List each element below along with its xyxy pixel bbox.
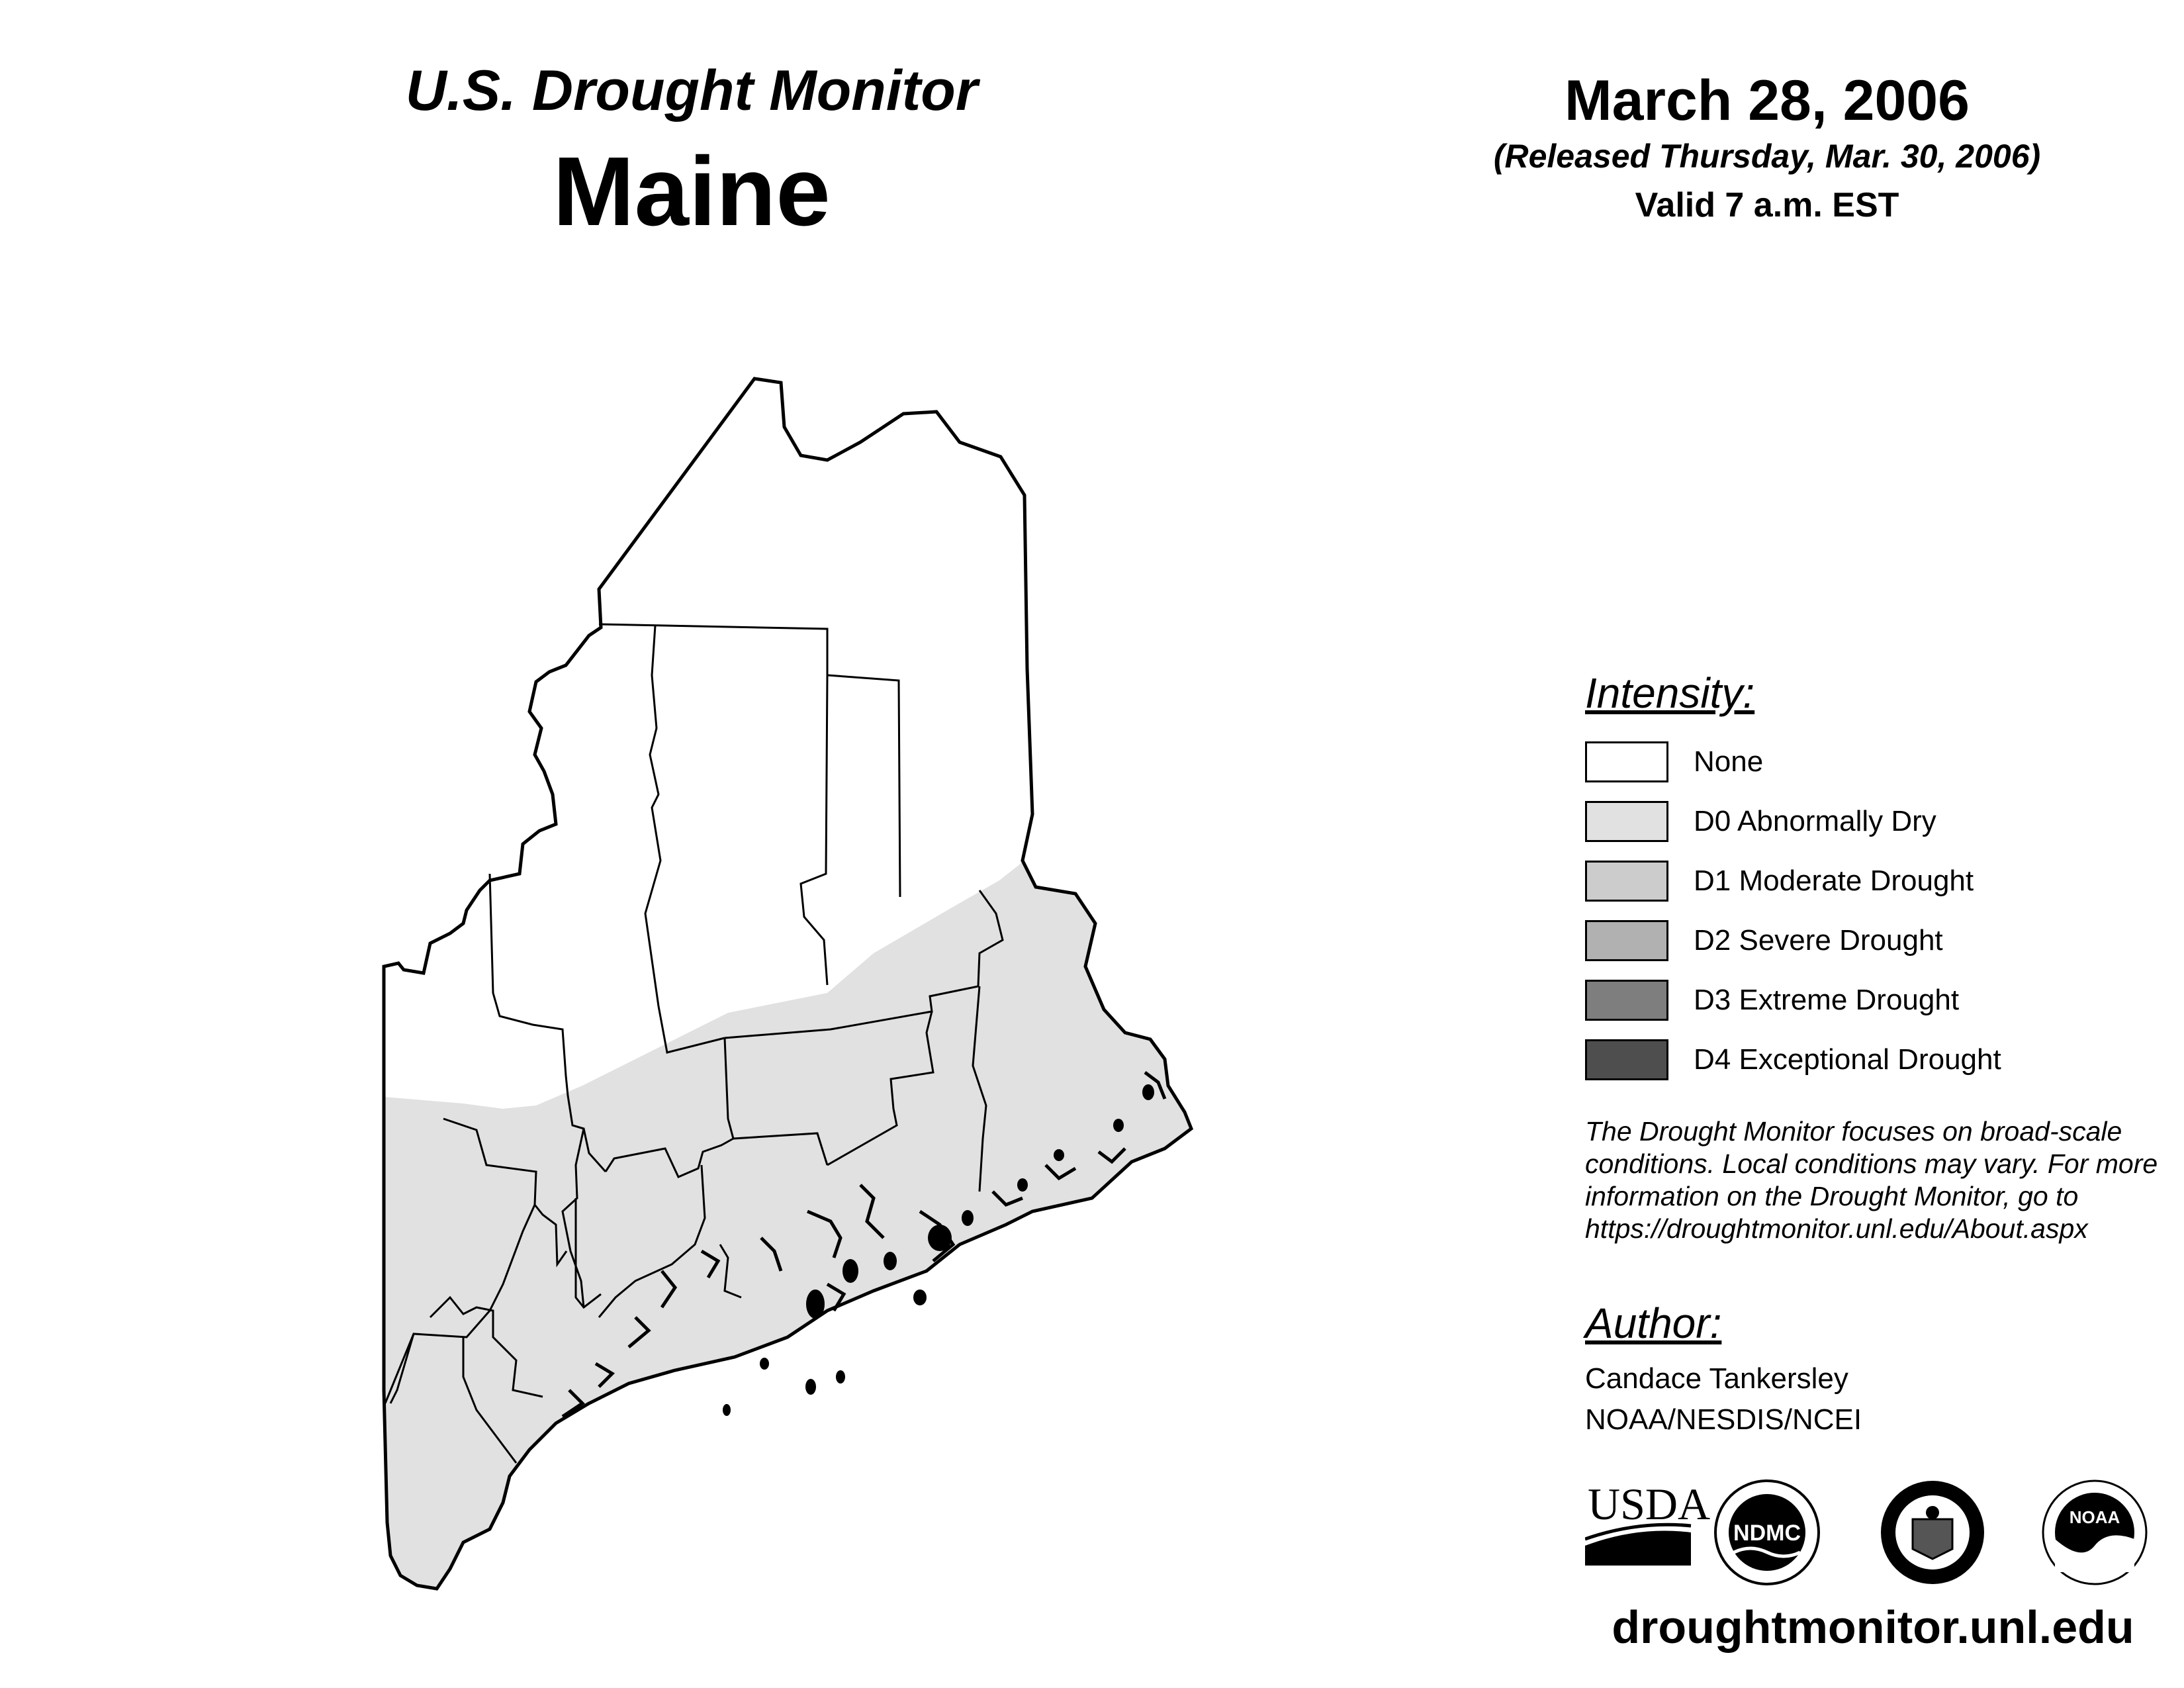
ndmc-logo xyxy=(1715,1481,1819,1584)
release-date: (Released Thursday, Mar. 30, 2006) xyxy=(1493,138,2041,175)
legend-label: D2 Severe Drought xyxy=(1694,924,1943,957)
noaa-logo-text: NOAA xyxy=(2069,1507,2120,1527)
note-line: https://droughtmonitor.unl.edu/About.aspx xyxy=(1585,1213,2088,1244)
legend-swatch xyxy=(1585,920,1668,961)
legend-label: D1 Moderate Drought xyxy=(1694,865,1974,897)
legend-label: D0 Abnormally Dry xyxy=(1694,805,1936,837)
author-title: Author: xyxy=(1585,1299,1722,1347)
author-org: NOAA/NESDIS/NCEI xyxy=(1585,1403,1862,1436)
note-line: The Drought Monitor focuses on broad-scale xyxy=(1585,1116,2122,1147)
legend-swatch xyxy=(1585,1039,1668,1080)
legend-swatch xyxy=(1585,801,1668,842)
legend-item xyxy=(1585,859,1974,903)
author-name: Candace Tankersley xyxy=(1585,1362,1848,1395)
legend-swatch xyxy=(1585,980,1668,1021)
ndmc-logo-text: NDMC xyxy=(1733,1521,1801,1546)
usda-logo xyxy=(1585,1479,1710,1566)
legend-label: None xyxy=(1694,745,1764,778)
legend-title: Intensity: xyxy=(1585,669,1755,717)
noaa-logo xyxy=(2043,1481,2146,1584)
commerce-seal xyxy=(1881,1481,1984,1584)
legend-item xyxy=(1585,1038,2001,1082)
usda-logo-text: USDA xyxy=(1588,1479,1711,1529)
legend-item xyxy=(1585,919,1943,962)
legend-item xyxy=(1585,740,1763,784)
legend-label: D4 Exceptional Drought xyxy=(1694,1043,2001,1076)
website-url[interactable]: droughtmonitor.unl.edu xyxy=(1612,1601,2134,1653)
partner-logos xyxy=(1585,1473,2167,1592)
legend-swatch xyxy=(1585,741,1668,782)
note-line: information on the Drought Monitor, go to xyxy=(1585,1181,2079,1211)
note-line: conditions. Local conditions may vary. For more xyxy=(1585,1149,2158,1179)
legend-label: D3 Extreme Drought xyxy=(1694,984,1960,1016)
legend-swatch xyxy=(1585,861,1668,902)
legend-item xyxy=(1585,978,1959,1022)
disclaimer-note xyxy=(1585,1115,2181,1245)
map-subtitle: U.S. Drought Monitor xyxy=(405,59,978,122)
map-date: March 28, 2006 xyxy=(1565,69,1970,132)
legend-item xyxy=(1585,800,1936,843)
map-title: Maine xyxy=(553,137,831,246)
valid-time: Valid 7 a.m. EST xyxy=(1635,186,1899,224)
